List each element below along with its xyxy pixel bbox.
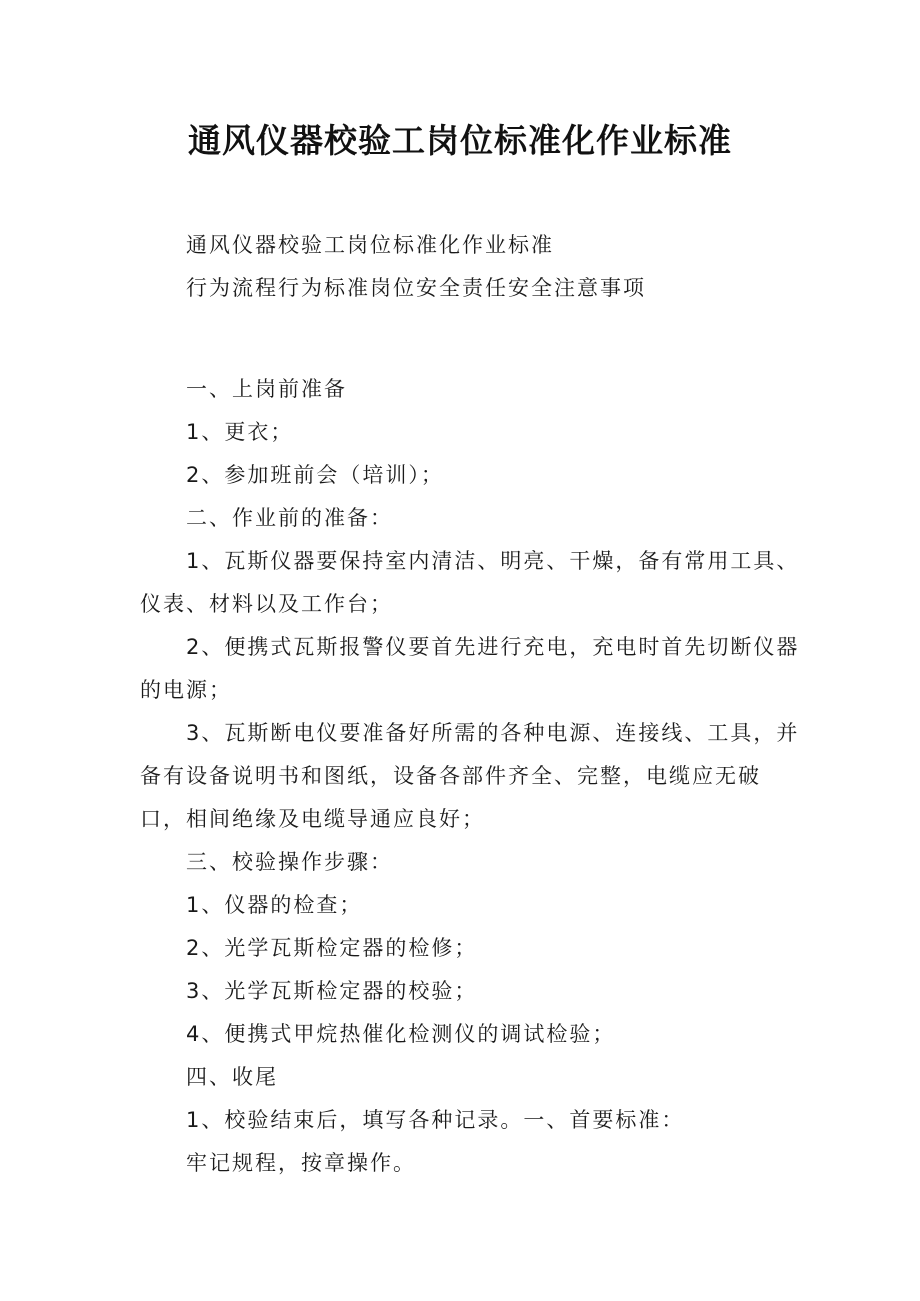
section-heading-3: 三、校验操作步骤： <box>186 850 393 874</box>
section-heading-1: 一、上岗前准备 <box>186 377 347 401</box>
list-item: 3、瓦斯断电仪要准备好所需的各种电源、连接线、工具，并备有设备说明书和图纸，设备各部件齐全、完整，电缆应无破口，相间绝缘及电缆导通应良好； <box>140 721 800 831</box>
list-item: 2、参加班前会（培训）； <box>186 463 444 487</box>
list-item: 4、便携式甲烷热催化检测仪的调试检验； <box>186 1022 616 1046</box>
list-item: 3、光学瓦斯检定器的校验； <box>186 979 478 1003</box>
document-title: 通风仪器校验工岗位标准化作业标准 <box>188 121 732 160</box>
list-item: 1、仪器的检查； <box>186 893 363 917</box>
section-heading-2: 二、作业前的准备： <box>186 506 393 530</box>
list-item: 1、瓦斯仪器要保持室内清洁、明亮、干燥，备有常用工具、仪表、材料以及工作台； <box>140 549 800 616</box>
section-heading-4: 四、收尾 <box>186 1065 278 1089</box>
list-item: 2、便携式瓦斯报警仪要首先进行充电，充电时首先切断仪器的电源； <box>140 635 800 702</box>
subtitle-line-2: 行为流程行为标准岗位安全责任安全注意事项 <box>186 276 646 300</box>
section-gap <box>140 310 800 368</box>
list-item: 牢记规程，按章操作。 <box>186 1151 416 1175</box>
subtitle-line-1: 通风仪器校验工岗位标准化作业标准 <box>186 233 554 257</box>
list-item: 1、更衣； <box>186 420 294 444</box>
list-item: 2、光学瓦斯检定器的检修； <box>186 936 478 960</box>
list-item: 1、校验结束后，填写各种记录。一、首要标准： <box>186 1108 685 1132</box>
document-body <box>140 224 800 1185</box>
